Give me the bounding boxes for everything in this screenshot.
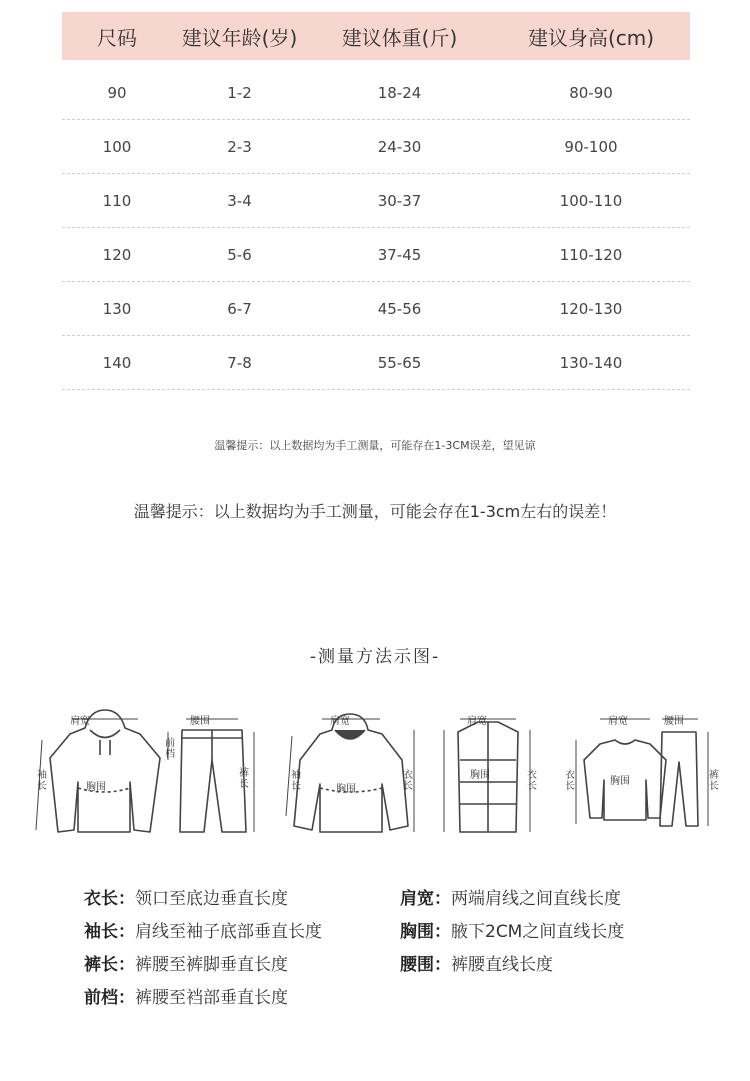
table-cell: 120-130 [559, 299, 623, 318]
label-shoulder-3: 肩宽 [467, 716, 487, 727]
table-row [62, 66, 690, 120]
table-cell: 90 [107, 83, 127, 102]
table-row [62, 282, 690, 336]
table-row [62, 174, 690, 228]
header-size: 尺码 [97, 25, 137, 50]
label-chest-2: 胸围 [336, 784, 356, 795]
table-row [62, 228, 690, 282]
label-waist-1: 腰围 [190, 716, 210, 727]
size-table [62, 12, 690, 390]
label-length-1: 衣长 [403, 770, 413, 792]
table-cell: 7-8 [227, 353, 252, 372]
table-cell: 110 [102, 191, 132, 210]
label-waist-2: 腰围 [664, 716, 684, 727]
table-cell: 5-6 [227, 245, 252, 264]
def-shoulder: 肩宽：两端肩线之间直线长度 [400, 889, 621, 909]
table-cell: 30-37 [377, 191, 422, 210]
table-row [62, 336, 690, 390]
table-cell: 90-100 [564, 137, 618, 156]
def-waist: 腰围：裤腰直线长度 [400, 955, 553, 975]
table-cell: 130-140 [559, 353, 623, 372]
table-cell: 100 [102, 137, 132, 156]
table-cell: 80-90 [569, 83, 613, 102]
table-cell: 100-110 [559, 191, 623, 210]
label-shoulder-2: 肩宽 [330, 716, 350, 727]
table-cell: 6-7 [227, 299, 252, 318]
label-length-3: 衣长 [565, 770, 575, 792]
def-chest: 胸围：腋下2CM之间直线长度 [400, 922, 625, 942]
zip-hoodie-icon [286, 714, 414, 832]
size-table-header [62, 12, 690, 60]
table-cell: 120 [102, 245, 132, 264]
sweatshirt-set-icon [576, 719, 708, 826]
label-length-2: 衣长 [527, 770, 537, 792]
table-cell: 1-2 [227, 83, 252, 102]
table-cell: 18-24 [377, 83, 422, 102]
def-sleeve: 袖长：肩线至袖子底部垂直长度 [84, 922, 322, 942]
table-cell: 130 [102, 299, 132, 318]
table-cell: 55-65 [377, 353, 422, 372]
label-pants-1: 裤长 [239, 768, 249, 790]
table-cell: 110-120 [559, 245, 623, 264]
table-cell: 140 [102, 353, 132, 372]
label-shoulder-1: 肩宽 [70, 716, 90, 727]
label-sleeve-1: 袖长 [37, 770, 47, 792]
label-chest-3: 胸围 [470, 770, 490, 781]
table-row [62, 120, 690, 174]
header-weight: 建议体重(斤) [341, 25, 458, 50]
def-length: 衣长：领口至底边垂直长度 [84, 889, 288, 909]
note-big: 温馨提示：以上数据均为手工测量，可能会存在1-3cm左右的误差！ [133, 502, 617, 521]
header-height: 建议身高(cm) [527, 25, 655, 50]
label-rise: 前档 [165, 738, 175, 760]
table-cell: 2-3 [227, 137, 252, 156]
header-age: 建议年龄(岁) [181, 25, 298, 50]
label-chest-4: 胸围 [610, 776, 630, 787]
garment-diagrams [30, 700, 730, 850]
measurement-method-title: -测量方法示图- [309, 647, 441, 667]
table-cell: 45-56 [377, 299, 422, 318]
label-shoulder-4: 肩宽 [608, 716, 628, 727]
label-pants-2: 裤长 [709, 770, 719, 792]
note-small: 温馨提示：以上数据均为手工测量，可能存在1-3CM误差，望见谅 [214, 439, 536, 452]
def-pants: 裤长：裤腰至裤脚垂直长度 [84, 955, 288, 975]
def-rise: 前档：裤腰至裆部垂直长度 [84, 988, 288, 1008]
label-chest-1: 胸围 [86, 782, 106, 793]
label-sleeve-2: 袖长 [291, 770, 301, 792]
table-cell: 37-45 [377, 245, 422, 264]
table-cell: 3-4 [227, 191, 252, 210]
table-cell: 24-30 [377, 137, 422, 156]
hoodie-icon [36, 710, 160, 832]
